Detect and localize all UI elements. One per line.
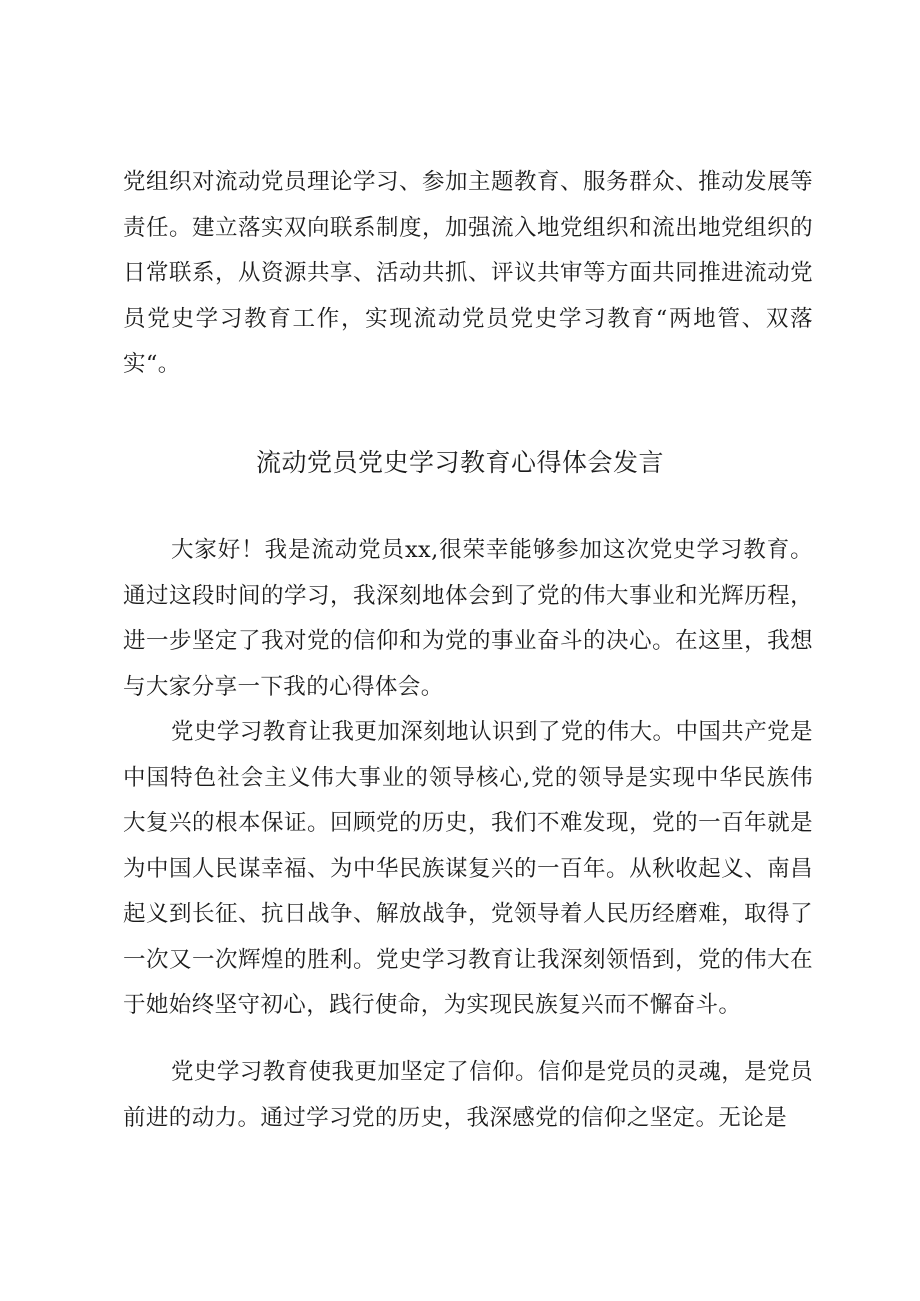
document-title: 流动党员党史学习教育心得体会发言 — [255, 448, 664, 477]
body-section-continued — [123, 1050, 813, 1141]
body-section — [123, 528, 813, 1029]
carryover-paragraph: 党组织对流动党员理论学习、参加主题教育、服务群众、推动发展等责任。建立落实双向联系制度，加强流入地党组织和流出地党组织的日常联系，从资源共享、活动共抓、评议共审等方面共同推进流动党员党史学习教育工作，实现流动党员党史学习教育“两地管、双落实“。 — [123, 169, 813, 377]
carryover-paragraph-block — [123, 160, 813, 388]
paragraph-greatness: 党史学习教育让我更加深刻地认识到了党的伟大。中国共产党是中国特色社会主义伟大事业的领导核心,党的领导是实现中华民族伟大复兴的根本保证。回顾党的历史，我们不难发现，党的一百年就是为中国人民谋幸福、为中华民族谋复兴的一百年。从秋收起义、南昌起义到长征、抗日战争、解放战争，党领导着人民历经磨难，取得了一次又一次辉煌的胜利。党史学习教育让我深刻领悟到，党的伟大在于她始终坚守初心，践行使命，为实现民族复兴而不懈奋斗。 — [123, 719, 813, 1018]
paragraph-greeting: 大家好！我是流动党员xx,很荣幸能够参加这次党史学习教育。通过这段时间的学习，我深刻地体会到了党的伟大事业和光辉历程，进一步坚定了我对党的信仰和为党的事业奋斗的决心。在这里，我想与大家分享一下我的心得体会。 — [123, 537, 813, 700]
paragraph-faith: 党史学习教育使我更加坚定了信仰。信仰是党员的灵魂，是党员前进的动力。通过学习党的历史，我深感党的信仰之坚定。无论是 — [123, 1059, 813, 1131]
